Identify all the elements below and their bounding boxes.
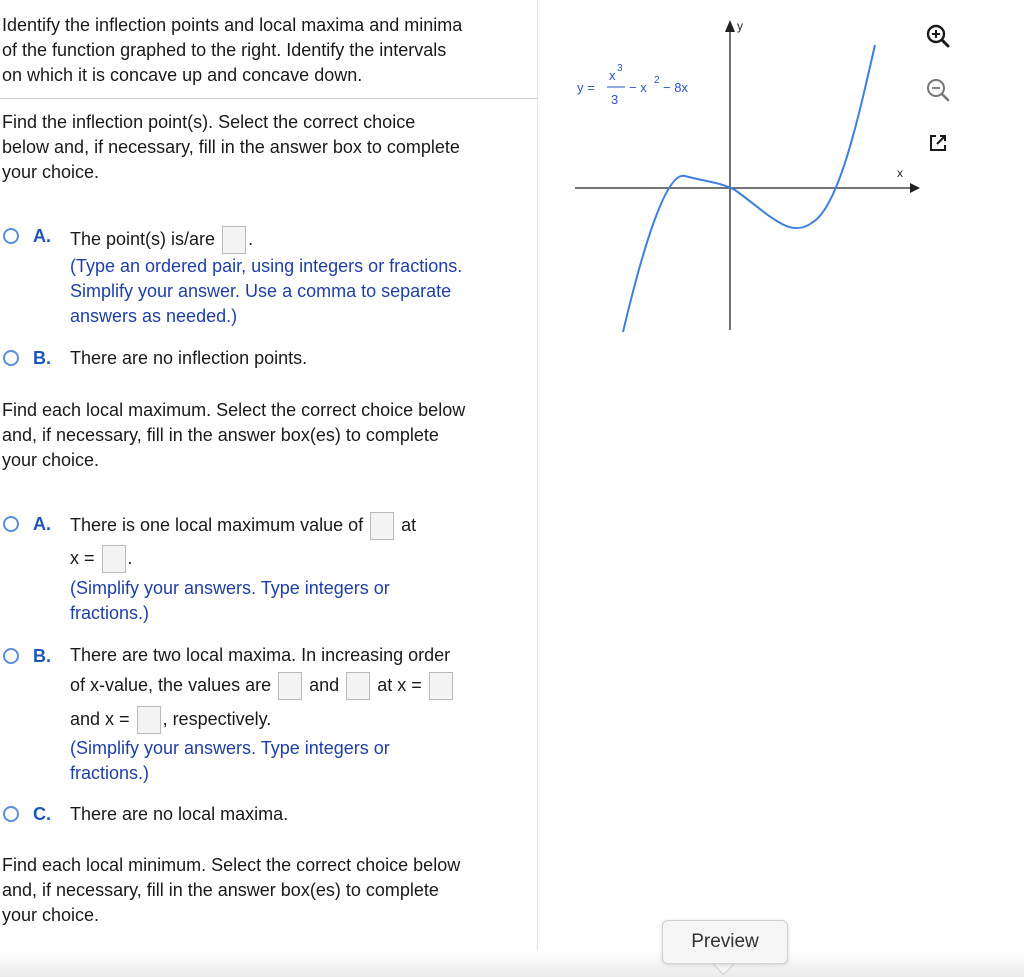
bottom-fade	[0, 950, 1024, 977]
choice-text: The point(s) is/are	[70, 229, 216, 249]
inflection-answer-box[interactable]	[222, 226, 246, 254]
question-line: below and, if necessary, fill in the answer box to complete	[2, 137, 460, 157]
function-graph	[565, 10, 920, 340]
hint-text	[70, 576, 530, 626]
intro-line: of the function graphed to the right. Identify the intervals	[2, 40, 447, 60]
equation-y: y =	[577, 80, 595, 95]
max-x-2-box[interactable]	[137, 706, 161, 734]
choice-letter: C.	[33, 804, 51, 824]
popout-icon	[920, 125, 956, 161]
local-max-question	[2, 398, 532, 473]
hint-line: (Simplify your answers. Type integers or	[70, 578, 390, 598]
choice-text: There are no inflection points.	[70, 348, 308, 368]
choice-text: There are two local maxima. In increasing order	[70, 645, 451, 665]
max-x-1-box[interactable]	[429, 672, 453, 700]
question-line: Find the inflection point(s). Select the correct choice	[2, 112, 416, 132]
radio-button[interactable]	[3, 806, 19, 822]
max-value-1-box[interactable]	[278, 672, 302, 700]
choice-letter: A.	[33, 226, 51, 246]
max-value-box[interactable]	[370, 512, 394, 540]
choice-text: There are no local maxima.	[70, 804, 289, 824]
radio-button[interactable]	[3, 350, 19, 366]
equation-term-exponent: 2	[654, 75, 660, 86]
y-axis-arrow-icon	[725, 20, 735, 32]
max-x-box[interactable]	[102, 545, 126, 573]
hint-line: Simplify your answer. Use a comma to separate	[70, 281, 452, 301]
x-axis-label: x	[897, 166, 903, 180]
zoom-in-icon	[920, 18, 956, 54]
equation-numerator: x	[609, 68, 616, 83]
equation-numerator-exponent: 3	[617, 63, 623, 74]
choice-text: at	[401, 515, 417, 535]
choice-text: of x-value, the values are	[70, 675, 272, 695]
equation-term: − x	[629, 80, 647, 95]
intro-line: Identify the inflection points and local maxima and minima	[2, 15, 463, 35]
zoom-out-icon	[920, 72, 956, 108]
choice-letter: A.	[33, 514, 51, 534]
choice-text: x =	[70, 548, 95, 568]
choice-text: , respectively.	[162, 709, 272, 729]
choice-text: at x =	[377, 675, 422, 695]
max-value-2-box[interactable]	[346, 672, 370, 700]
radio-button[interactable]	[3, 228, 19, 244]
choice-text: and	[309, 675, 340, 695]
problem-statement	[0, 0, 537, 99]
zoom-out-button[interactable]	[920, 72, 956, 108]
choice-letter: B.	[33, 646, 51, 666]
punctuation: .	[127, 548, 133, 568]
inflection-question	[2, 110, 532, 185]
equation-tail: − 8x	[663, 80, 688, 95]
question-line: your choice.	[2, 450, 100, 470]
zoom-in-button[interactable]	[920, 18, 956, 54]
y-axis-label: y	[737, 19, 743, 33]
question-line: and, if necessary, fill in the answer box(es) to complete	[2, 880, 439, 900]
local-min-question	[2, 853, 532, 928]
question-line: Find each local minimum. Select the correct choice below	[2, 855, 461, 875]
radio-button[interactable]	[3, 648, 19, 664]
punctuation: .	[248, 229, 254, 249]
hint-line: fractions.)	[70, 763, 150, 783]
equation-label	[577, 63, 688, 107]
question-line: and, if necessary, fill in the answer box(es) to complete	[2, 425, 439, 445]
choice-text: and x =	[70, 709, 130, 729]
choice-text: There is one local maximum value of	[70, 515, 364, 535]
equation-denominator: 3	[611, 92, 619, 107]
radio-button[interactable]	[3, 516, 19, 532]
x-axis-arrow-icon	[910, 183, 920, 193]
question-line: Find each local maximum. Select the correct choice below	[2, 400, 466, 420]
question-line: your choice.	[2, 905, 100, 925]
hint-text	[70, 254, 530, 329]
question-line: your choice.	[2, 162, 100, 182]
hint-line: fractions.)	[70, 603, 150, 623]
hint-line: (Simplify your answers. Type integers or	[70, 738, 390, 758]
hint-line: answers as needed.)	[70, 306, 238, 326]
popout-button[interactable]	[920, 125, 956, 161]
preview-button[interactable]: Preview	[662, 920, 788, 964]
hint-text	[70, 736, 530, 786]
choice-letter: B.	[33, 348, 51, 368]
intro-line: on which it is concave up and concave down.	[2, 65, 363, 85]
hint-line: (Type an ordered pair, using integers or fractions.	[70, 256, 463, 276]
